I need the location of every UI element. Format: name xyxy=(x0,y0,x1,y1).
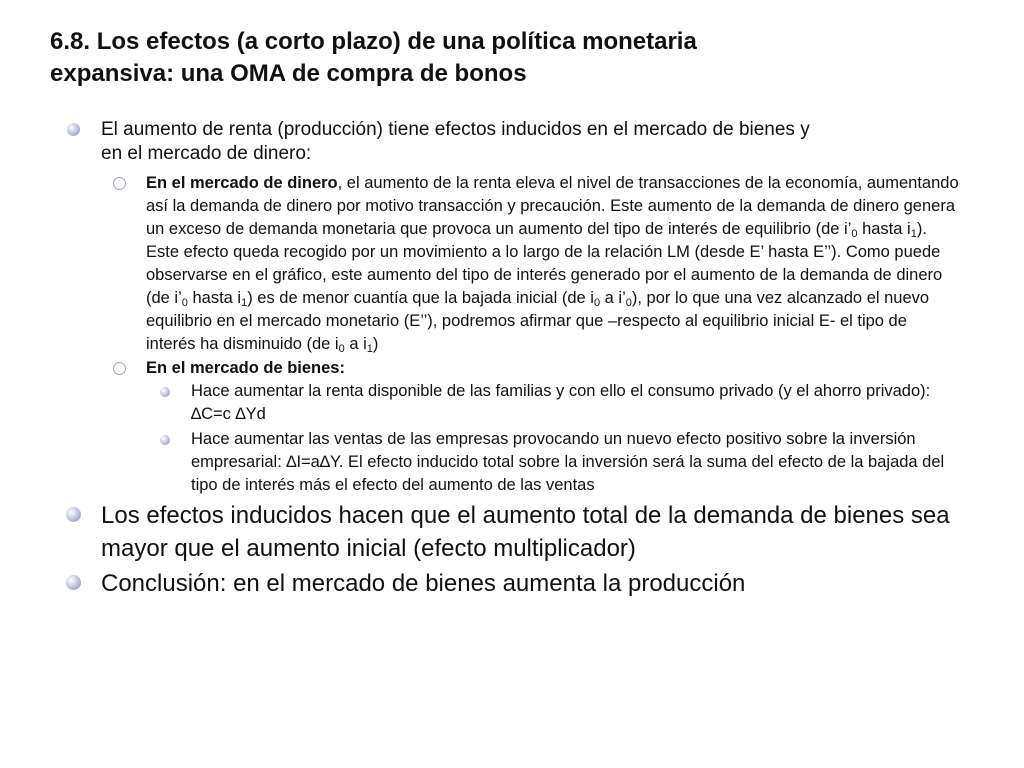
bullet-dot-icon xyxy=(160,435,170,445)
title-line-2: expansiva: una OMA de compra de bonos xyxy=(50,60,527,87)
dinero-text-7: ), por lo que una vez alcanzado el nuevo equilibrio en el mercado monetario (E’’), podremos afirmar que –respecto al equilibrio inicial E- el tipo de interés ha disminuido (de i xyxy=(146,289,930,353)
dinero-text-2: hasta i xyxy=(857,220,911,238)
dinero-text-9: ) xyxy=(372,335,379,353)
bullet-dot-icon xyxy=(66,507,81,522)
dinero-sub-4: 1 xyxy=(241,297,248,309)
bienes-item-consumo xyxy=(154,380,963,426)
dinero-sub-1: 0 xyxy=(851,228,858,240)
dinero-sub-5: 0 xyxy=(593,297,601,309)
bienes-item-inversion xyxy=(154,428,963,497)
dinero-sub-7: 0 xyxy=(338,343,345,355)
ring-bullet-icon xyxy=(113,177,126,190)
bullet-multiplicador xyxy=(64,499,984,565)
bullet-dot-icon xyxy=(67,123,80,136)
bullet-renta-line-2: en el mercado de dinero: xyxy=(101,143,312,164)
dinero-text-6: a i’ xyxy=(600,289,626,307)
dinero-text-4: hasta i xyxy=(187,289,242,307)
bullet-conclusion-text: Conclusión: en el mercado de bienes aumenta la producción xyxy=(101,570,746,597)
dinero-sub-6: 0 xyxy=(625,297,632,309)
dinero-text-5: ) es de menor cuantía que la bajada inicial (de i xyxy=(247,289,594,307)
dinero-text-8: a i xyxy=(344,335,367,353)
dinero-sub-3: 0 xyxy=(181,297,188,309)
bullet-multiplicador-text: Los efectos inducidos hacen que el aumento total de la demanda de bienes sea mayor que el aumento inicial (efecto multiplicador) xyxy=(101,502,950,562)
bienes-heading: En el mercado de bienes: xyxy=(146,359,345,377)
dinero-heading: En el mercado de dinero xyxy=(146,174,338,192)
bienes-item-2-text: Hace aumentar las ventas de las empresas provocando un nuevo efecto positivo sobre la inversión empresarial: ∆I=a∆Y. El efecto inducido total sobre la inversión será la suma del efecto de la bajada del tipo de interés más el efecto del aumento de las ventas xyxy=(191,430,945,494)
dinero-sub-8: 1 xyxy=(366,343,373,355)
slide-title xyxy=(50,26,980,90)
dinero-sub-2: 1 xyxy=(910,228,917,240)
bienes-item-1-text: Hace aumentar la renta disponible de las familias y con ello el consumo privado (y el ahorro privado): ∆C=c ∆Yd xyxy=(191,382,931,423)
sub-bullet-dinero xyxy=(109,172,961,356)
sub-bullet-bienes xyxy=(109,357,961,380)
title-line-1: 6.8. Los efectos (a corto plazo) de una política monetaria xyxy=(50,28,697,55)
bullet-renta-line-1: El aumento de renta (producción) tiene efectos inducidos en el mercado de bienes y xyxy=(101,119,810,140)
bullet-renta xyxy=(64,118,984,166)
dinero-text-1: , el aumento de la renta eleva el nivel de transacciones de la economía, aumentando así la demanda de dinero por motivo transacción y precaución. Este aumento de la demanda de dinero genera un exceso de demanda monetaria que provoca un aumento del tipo de interés de equilibrio (de i’ xyxy=(146,174,959,238)
bullet-conclusion xyxy=(64,567,984,600)
ring-bullet-icon xyxy=(113,362,126,375)
bullet-dot-icon xyxy=(160,387,170,397)
dinero-text-3: ). Este efecto queda recogido por un movimiento a lo largo de la relación LM (desde E’ hasta E’’). Como puede observarse en el gráfico, este aumento del tipo de interés generado por el aumento de la demanda de dinero (de i’ xyxy=(146,220,943,307)
bullet-dot-icon xyxy=(66,575,81,590)
slide-content xyxy=(64,118,984,600)
